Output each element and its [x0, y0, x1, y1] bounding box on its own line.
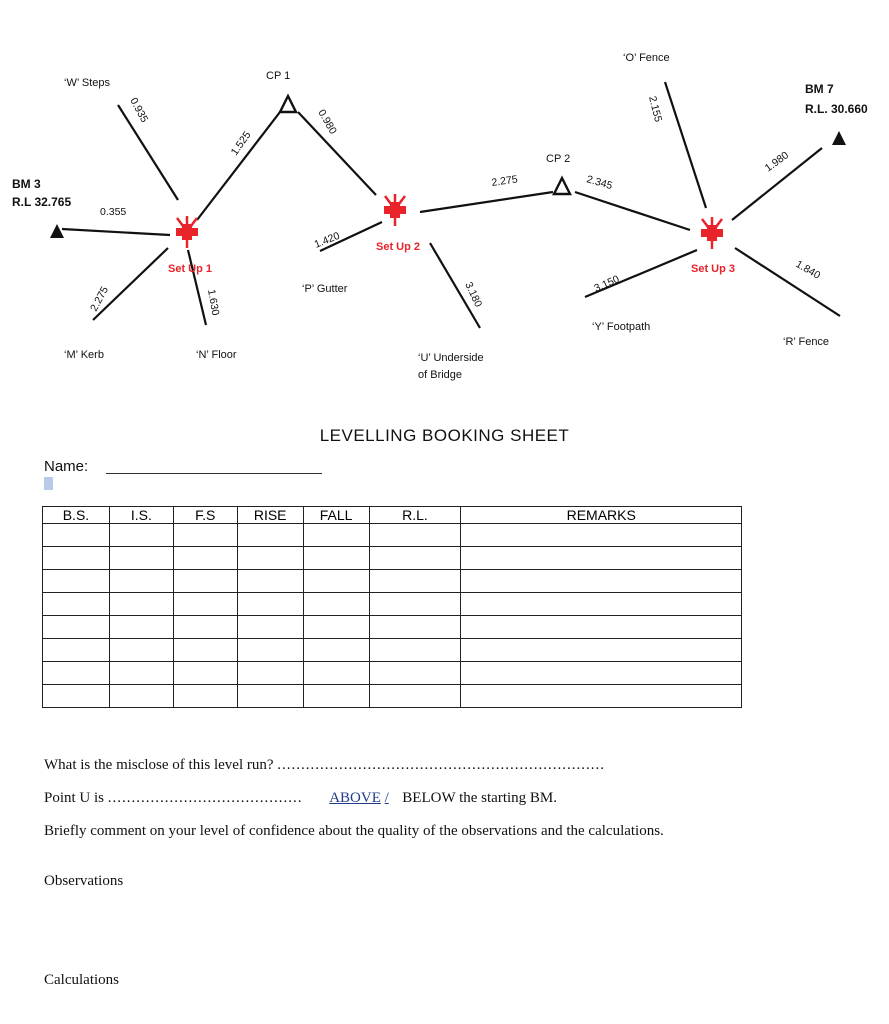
point-u-label-line2: of Bridge [418, 369, 463, 381]
bm7-triangle-icon [832, 131, 846, 145]
bm3-rl: R.L 32.765 [12, 195, 72, 209]
point-n-label: ‘N’ Floor [196, 349, 237, 361]
table-row[interactable] [43, 547, 742, 570]
confidence-question: Briefly comment on your level of confidence about the quality of the observations and the calculations. [44, 823, 664, 839]
table-header-row [43, 507, 742, 524]
col-bs-header: B.S. [43, 507, 110, 524]
table-row[interactable] [43, 662, 742, 685]
reading-bm7: 1.980 [762, 149, 792, 175]
point-m-label: ‘M’ Kerb [64, 349, 104, 361]
col-rise-header: RISE [237, 507, 303, 524]
table-gap-row [43, 570, 742, 593]
table-row[interactable] [43, 616, 742, 639]
table-row[interactable] [43, 639, 742, 662]
table-row[interactable] [43, 524, 742, 547]
misclose-question: What is the misclose of this level run? ..................................................................... [44, 757, 606, 773]
reading-cp1-fs: 1.525 [228, 129, 254, 158]
point-o-label: ‘O’ Fence [623, 52, 670, 64]
bm3-name: BM 3 [12, 177, 41, 191]
col-remarks-header: REMARKS [461, 507, 742, 524]
point-u-question: Point U is ......................................... ABOVE / BELOW the starting BM. [44, 790, 558, 806]
option-separator: / [384, 790, 389, 806]
name-input-line[interactable] [106, 473, 322, 474]
calculations-label: Calculations [44, 972, 119, 988]
col-rl-header: R.L. [369, 507, 461, 524]
name-label: Name: [44, 458, 89, 475]
col-fs-header: F.S [173, 507, 237, 524]
misclose-answer-dots[interactable]: ..................................................................... [277, 757, 606, 773]
reading-cp1-bs: 0.980 [315, 107, 339, 137]
above-option[interactable]: ABOVE [329, 790, 381, 806]
reading-w: 0.935 [127, 95, 151, 125]
reading-cp2-fs: 2.275 [490, 173, 519, 189]
bm7-rl: R.L. 30.660 [805, 102, 868, 116]
reading-o: 2.155 [646, 94, 665, 124]
booking-table [42, 506, 742, 708]
setup3-level-icon [701, 217, 723, 249]
reading-r: 1.840 [793, 258, 823, 282]
point-p-label: ‘P’ Gutter [302, 283, 348, 295]
point-r-label: ‘R’ Fence [783, 336, 830, 348]
text-cursor [44, 477, 53, 490]
cp1-label: CP 1 [266, 70, 291, 82]
cp2-triangle-icon [554, 178, 570, 194]
point-u-label-line1: ‘U’ Underside [418, 352, 484, 364]
reading-n: 1.630 [205, 288, 222, 317]
sight-lines [62, 82, 840, 328]
point-w-label: ‘W’ Steps [64, 77, 111, 89]
cp1-triangle-icon [280, 96, 296, 112]
col-is-header: I.S. [109, 507, 173, 524]
reading-u: 3.180 [462, 280, 485, 310]
setup1-label: Set Up 1 [168, 263, 213, 275]
below-option[interactable]: BELOW the starting BM. [402, 790, 558, 806]
bm3-triangle-icon [50, 224, 64, 238]
observations-label: Observations [44, 873, 124, 889]
col-fall-header: FALL [303, 507, 369, 524]
reading-y: 3.150 [592, 273, 622, 295]
setup3-label: Set Up 3 [691, 263, 736, 275]
sheet-title: LEVELLING BOOKING SHEET [319, 426, 570, 445]
point-u-answer-dots[interactable]: ......................................... [107, 790, 303, 806]
reading-cp2-bs: 2.345 [585, 173, 614, 193]
setup2-label: Set Up 2 [376, 241, 421, 253]
table-row[interactable] [43, 593, 742, 616]
setup1-level-icon [176, 216, 198, 248]
point-y-label: ‘Y’ Footpath [592, 321, 651, 333]
table-row[interactable] [43, 685, 742, 708]
bm7-name: BM 7 [805, 82, 834, 96]
cp2-label: CP 2 [546, 153, 571, 165]
setup2-level-icon [384, 194, 406, 226]
reading-bm3: 0.355 [100, 206, 127, 218]
levelling-diagram [0, 0, 889, 400]
reading-m: 2.275 [88, 284, 111, 314]
reading-p: 1.420 [312, 229, 342, 251]
